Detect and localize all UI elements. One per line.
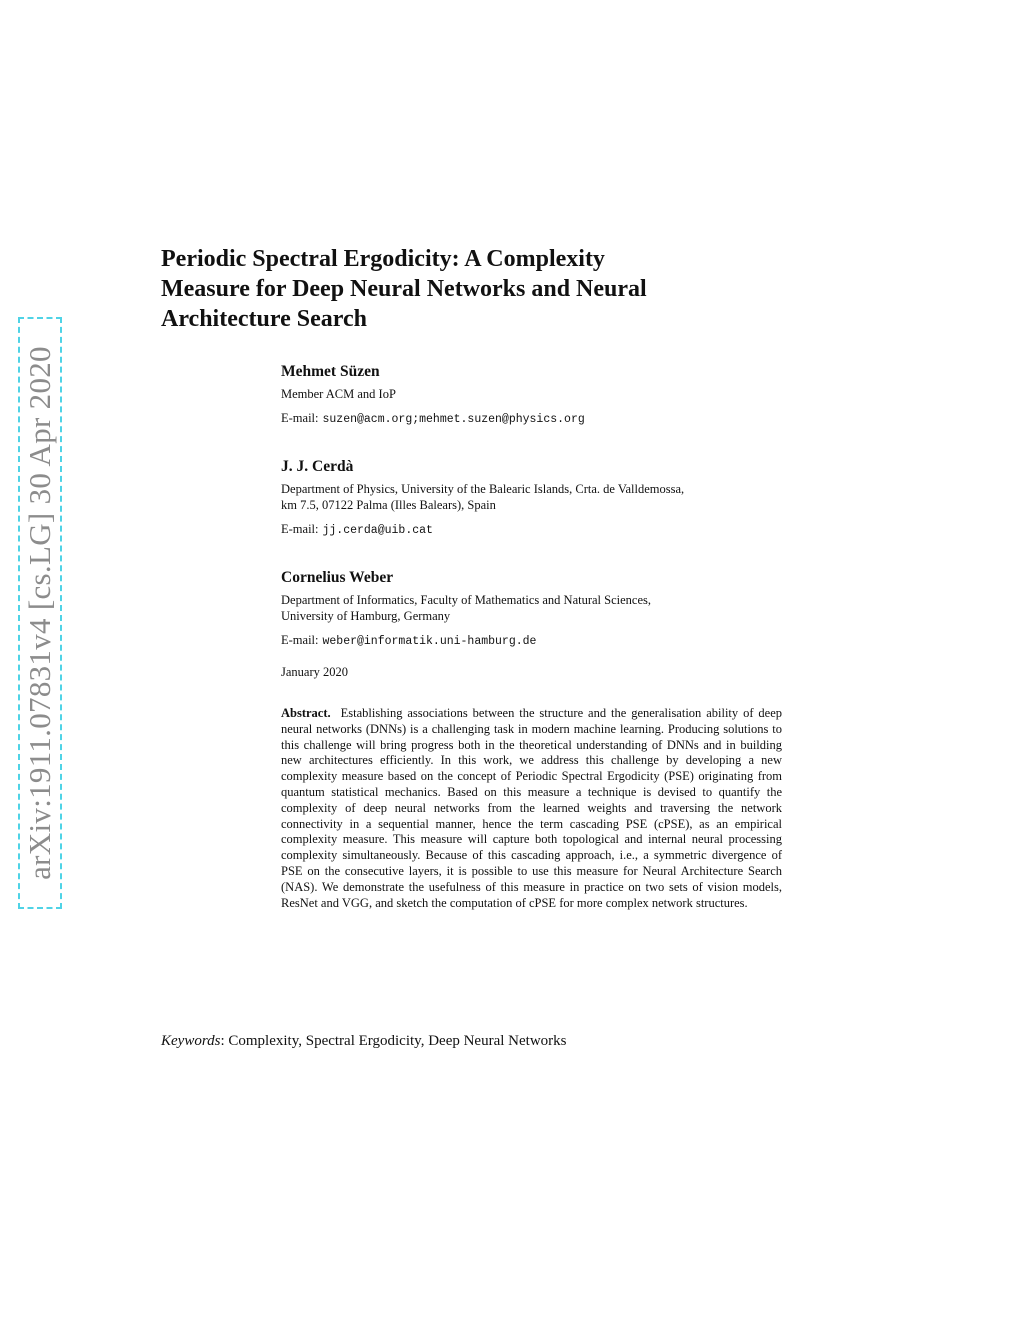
keywords-label: Keywords	[161, 1033, 221, 1049]
arxiv-identifier[interactable]: arXiv:1911.07831v4 [cs.LG] 30 Apr 2020	[22, 346, 57, 880]
author-email-line	[281, 410, 801, 428]
author-name: Mehmet Süzen	[281, 363, 380, 380]
keywords-text: Complexity, Spectral Ergodicity, Deep Neural Networks	[228, 1033, 567, 1049]
title-line: Periodic Spectral Ergodicity: A Complexity	[161, 246, 605, 272]
paper-title	[161, 244, 801, 334]
author-affiliation	[281, 386, 801, 402]
author-affiliation	[281, 481, 801, 513]
email-label: E-mail:	[281, 522, 319, 536]
author-email-line	[281, 521, 801, 539]
email-label: E-mail:	[281, 411, 319, 425]
author-email-link[interactable]: suzen@acm.org;mehmet.suzen@physics.org	[322, 413, 585, 426]
email-label: E-mail:	[281, 633, 319, 647]
author-block-weber	[281, 568, 801, 650]
affiliation-line: University of Hamburg, Germany	[281, 609, 451, 623]
affiliation-line: Department of Physics, University of the Balearic Islands, Crta. de Valldemossa,	[281, 482, 685, 496]
affiliation-line: Member ACM and IoP	[281, 387, 396, 401]
abstract	[281, 706, 782, 911]
author-name: J. J. Cerdà	[281, 458, 354, 475]
author-email-link[interactable]: jj.cerda@uib.cat	[322, 524, 433, 537]
abstract-label: Abstract.	[281, 706, 331, 720]
title-line: Architecture Search	[161, 306, 367, 332]
author-email-line	[281, 632, 801, 650]
author-block-cerda	[281, 457, 801, 539]
affiliation-line: Department of Informatics, Faculty of Mathematics and Natural Sciences,	[281, 593, 652, 607]
author-name: Cornelius Weber	[281, 569, 394, 586]
affiliation-line: km 7.5, 07122 Palma (Illes Balears), Spain	[281, 498, 496, 512]
abstract-text: Establishing associations between the structure and the generalisation ability of deep neural networks (DNNs) is a challenging task in modern machine learning. Producing solutions to this challenge will bring progress both in the theoretical understanding of DNNs and in building new architectures efficiently. In this work, we address this challenge by developing a new complexity measure based on the concept of Periodic Spectral Ergodicity (PSE) originating from quantum statistical mechanics. Based on this measure a technique is devised to quantify the complexity of deep neural networks from the learned weights and traversing the network connectivity in a sequential manner, hence the term cascading PSE (cPSE), as an empirical complexity measure. This measure will capture both topological and internal neural processing complexity simultaneously. Because of this cascading approach, i.e., a symmetric divergence of PSE on the consecutive layers, it is possible to use this measure for Neural Architecture Search (NAS). We demonstrate the usefulness of this measure in practice on two sets of vision models, ResNet and VGG, and sketch the computation of cPSE for more complex network structures.	[281, 706, 782, 910]
author-email-link[interactable]: weber@informatik.uni-hamburg.de	[322, 635, 537, 648]
title-line: Measure for Deep Neural Networks and Neural	[161, 276, 647, 302]
author-block-suzen	[281, 362, 801, 428]
keywords: Keywords: Complexity, Spectral Ergodicity, Deep Neural Networks	[161, 1033, 567, 1049]
publication-date: January 2020	[281, 665, 348, 679]
author-affiliation	[281, 592, 801, 624]
